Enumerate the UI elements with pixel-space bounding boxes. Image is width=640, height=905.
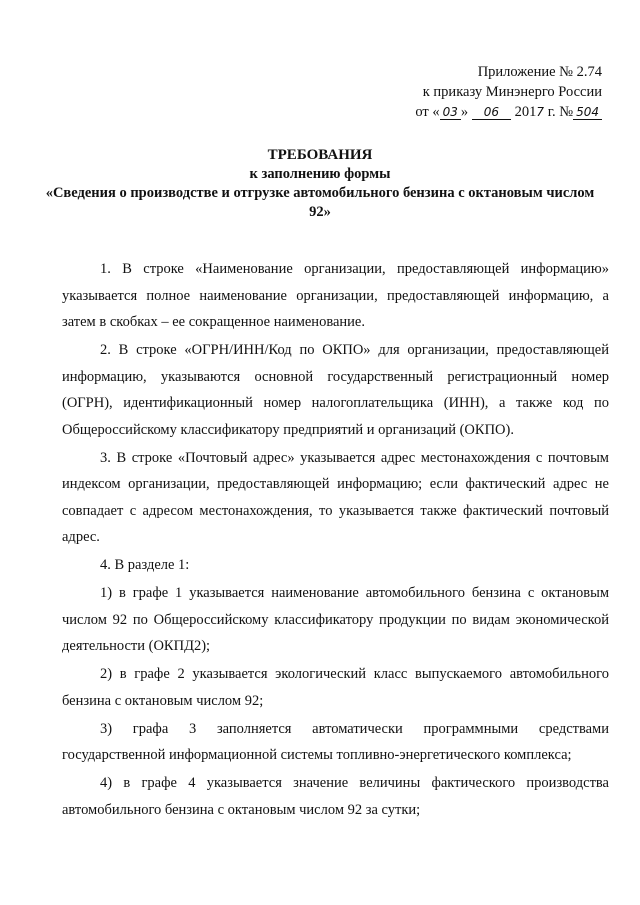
paragraph-4-4: 4) в графе 4 указывается значение величины фактического производства автомобильного бензина с октановым числом 92 за сутки; <box>62 775 609 818</box>
paragraph-3: 3. В строке «Почтовый адрес» указывается адрес местонахождения с почтовым индексом организации, предоставляющей информацию; если фактический адрес не совпадает с адресом местонахождения, то указывается также фактический почтовый адрес. <box>62 449 609 545</box>
annex-line-2: к приказу Минэнерго России <box>422 84 602 100</box>
annex-year-last: 7 <box>536 105 545 119</box>
paragraph-4-3: 3) графа 3 заполняется автоматически программными средствами государственной информационной системы топливно-энергетического комплекса; <box>62 720 609 763</box>
annex-quote-close: » <box>460 104 469 120</box>
document-body <box>62 256 609 825</box>
annex-month: 06 <box>472 105 511 120</box>
annex-date-prefix: от « <box>415 104 440 120</box>
annex-header <box>415 62 602 122</box>
annex-line-3 <box>415 102 602 122</box>
title-line-2: к заполнению формы <box>249 166 391 182</box>
title-line-3: «Сведения о производстве и отгрузке автомобильного бензина с октановым числом 92» <box>45 185 595 220</box>
paragraph-1: 1. В строке «Наименование организации, предоставляющей информацию» указывается полное наименование организации, предоставляющей информацию, а затем в скобках – ее сокращенное наименование. <box>62 261 609 330</box>
annex-year-prefix: 201 <box>514 104 537 120</box>
title-line-1: ТРЕБОВАНИЯ <box>267 147 373 163</box>
paragraph-4-2: 2) в графе 2 указывается экологический класс выпускаемого автомобильного бензина с октановым числом 92; <box>62 666 609 709</box>
paragraph-2: 2. В строке «ОГРН/ИНН/Код по ОКПО» для организации, предоставляющей информацию, указываются основной государственный регистрационный номер (ОГРН), идентификационный номер налогоплательщика (ИНН), а также код по Общероссийскому классификатору предприятий и организаций (ОКПО). <box>62 342 609 438</box>
annex-day: 03 <box>440 105 461 120</box>
document-title <box>40 146 600 222</box>
annex-year-suffix: г. № <box>547 104 574 120</box>
annex-number: 504 <box>573 105 602 120</box>
paragraph-4-1: 1) в графе 1 указывается наименование автомобильного бензина с октановым числом 92 по Общероссийскому классификатору продукции по видам экономической деятельности (ОКПД2); <box>62 585 609 654</box>
annex-line-1: Приложение № 2.74 <box>477 64 602 80</box>
paragraph-4: 4. В разделе 1: <box>100 557 190 573</box>
